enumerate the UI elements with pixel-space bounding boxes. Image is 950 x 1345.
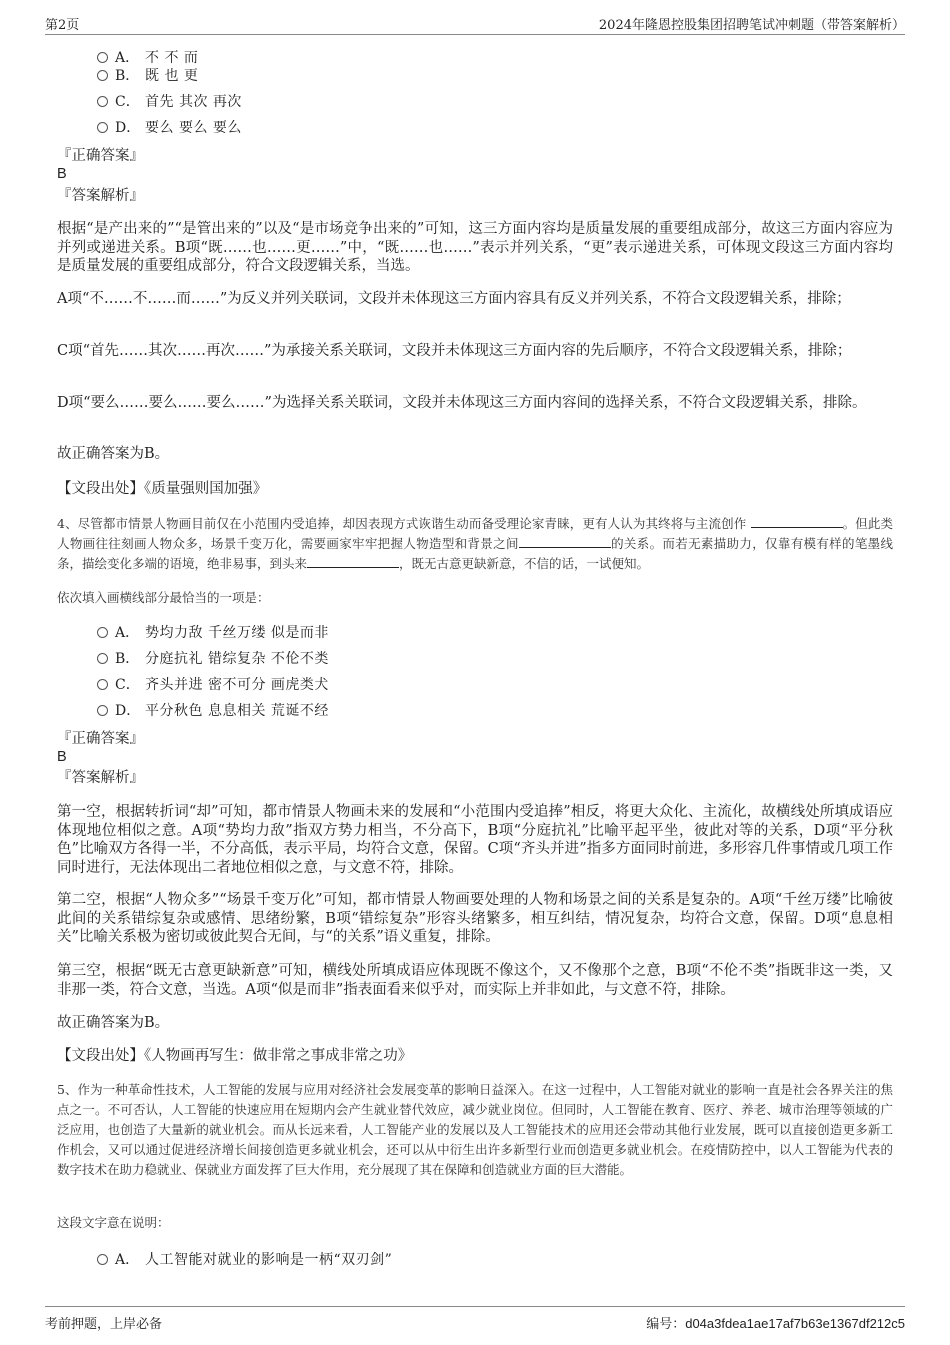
- radio-icon[interactable]: [97, 96, 108, 107]
- document-title: 2024年隆恩控股集团招聘笔试冲刺题（带答案解析）: [598, 18, 905, 33]
- q4-analysis-label: 『答案解析』: [57, 770, 144, 786]
- radio-icon[interactable]: [97, 70, 108, 81]
- q3-conclusion: 故正确答案为B。: [57, 446, 170, 462]
- q3-option-a[interactable]: A． 不 不 而: [97, 49, 198, 67]
- q3-option-b[interactable]: B． 既 也 更: [97, 67, 198, 85]
- fill-blank[interactable]: [751, 515, 843, 528]
- q4-answer: B: [57, 749, 67, 765]
- q3-analysis-paragraph: 根据“是产出来的”“是管出来的”以及“是市场竞争出来的”可知，这三方面内容均是质量发展的重要组成部分，故这三方面内容应为并列或递进关系。B项“既……也……更……”中，“既……也……”表示并列关系，“更”表示递进关系，可体现文段这三方面内容均是质量发展的重要组成部分，符合文段逻辑关系，当选。: [57, 221, 893, 274]
- radio-icon[interactable]: [97, 627, 108, 638]
- q4-answer-label: 『正确答案』: [57, 731, 144, 747]
- q4-stem: 4、尽管都市情景人物画目前仅在小范围内受追捧，却因表现方式诙谐生动而备受理论家青睐，更有人认为其终将与主流创作 。但此类人物画往往刻画人物众多，场景千变万化，需要画家牢牢把握人物造型和背景之间 的关系。而若无素描助力，仅靠有模有样的笔墨线条，描绘变化多端的语境，绝非易事，到头来 ，既无古意更缺新意，不信的话，一试便知。: [57, 516, 893, 571]
- page-header: [45, 12, 905, 35]
- q4-source: 【文段出处】《人物画再写生：做非常之事成非常之功》: [57, 1048, 413, 1064]
- q3-analysis-paragraph: D项“要么……要么……要么……”为选择关系关联词，文段并未体现这三方面内容间的选择关系，不符合文段逻辑关系，排除。: [57, 395, 867, 411]
- q5-prompt: 这段文字意在说明：: [57, 1215, 170, 1230]
- fill-blank[interactable]: [519, 535, 611, 548]
- radio-icon[interactable]: [97, 679, 108, 690]
- q3-answer: B: [57, 166, 67, 182]
- q3-analysis-paragraph: C项“首先……其次……再次……”为承接关系关联词，文段并未体现这三方面内容的先后顺序，不符合文段逻辑关系，排除；: [57, 343, 852, 359]
- q4-option-c[interactable]: C． 齐头并进 密不可分 画虎类犬: [97, 676, 329, 694]
- q4-conclusion: 故正确答案为B。: [57, 1015, 170, 1031]
- q3-option-c[interactable]: C． 首先 其次 再次: [97, 93, 242, 111]
- q3-answer-label: 『正确答案』: [57, 148, 144, 164]
- page-footer: [45, 1306, 905, 1331]
- page-number: 第2页: [45, 18, 80, 33]
- radio-icon[interactable]: [97, 52, 108, 63]
- q4-option-b[interactable]: B． 分庭抗礼 错综复杂 不伦不类: [97, 650, 329, 668]
- q3-analysis-label: 『答案解析』: [57, 188, 144, 204]
- q3-analysis-paragraph: A项“不……不……而……”为反义并列关联词，文段并未体现这三方面内容具有反义并列关系，不符合文段逻辑关系，排除；: [57, 291, 851, 307]
- q4-option-d[interactable]: D． 平分秋色 息息相关 荒诞不经: [97, 702, 329, 720]
- q4-analysis-paragraph: 第一空，根据转折词“却”可知，都市情景人物画未来的发展和“小范围内受追捧”相反，将更大众化、主流化，故横线处所填成语应体现地位相似之意。A项“势均力敌”指双方势力相当，不分高下，B项“分庭抗礼”比喻平起平坐，彼此对等的关系，D项“平分秋色”比喻双方各得一半，不分高低，表示平局，均符合文意，保留。C项“齐头并进”指多方面同时前进，多形容几件事情或几项工作同时进行，无法体现出二者地位相似之意，与文意不符，排除。: [57, 804, 893, 876]
- q4-option-a[interactable]: A． 势均力敌 千丝万缕 似是而非: [97, 624, 329, 642]
- radio-icon[interactable]: [97, 653, 108, 664]
- q5-stem: 5、作为一种革命性技术，人工智能的发展与应用对经济社会发展变革的影响日益深入。在这一过程中，人工智能对就业的影响一直是社会各界关注的焦点之一。不可否认，人工智能的快速应用在短期内会产生就业替代效应，减少就业岗位。但同时，人工智能在教育、医疗、养老、城市治理等领域的广泛应用，也创造了大量新的就业机会。而从长远来看，人工智能产业的发展以及人工智能技术的应用还会带动其他行业发展，既可以直接创造更多新工作机会，又可以通过促进经济增长间接创造更多就业机会，还可以从中衍生出许多新型行业而创造更多就业机会。在疫情防控中，以人工智能为代表的数字技术在助力稳就业、保就业方面发挥了巨大作用，充分展现了其在保障和创造就业方面的巨大潜能。: [57, 1082, 893, 1177]
- fill-blank[interactable]: [307, 555, 399, 568]
- radio-icon[interactable]: [97, 1254, 108, 1265]
- document-code: 编号：d04a3fdea1ae17af7b63e1367df212c5: [646, 1316, 905, 1332]
- radio-icon[interactable]: [97, 705, 108, 716]
- radio-icon[interactable]: [97, 122, 108, 133]
- q4-prompt: 依次填入画横线部分最恰当的一项是：: [57, 590, 270, 605]
- footer-slogan: 考前押题，上岸必备: [45, 1317, 163, 1332]
- q3-source: 【文段出处】《质量强则国加强》: [57, 481, 268, 497]
- q5-option-a[interactable]: A． 人工智能对就业的影响是一柄“双刃剑”: [97, 1251, 392, 1269]
- q3-option-d[interactable]: D． 要么 要么 要么: [97, 119, 242, 137]
- q4-analysis-paragraph: 第三空，根据“既无古意更缺新意”可知，横线处所填成语应体现既不像这个，又不像那个之意，B项“不伦不类”指既非这一类，又非那一类，符合文意，当选。A项“似是而非”指表面看来似乎对，而实际上并非如此，与文意不符，排除。: [57, 963, 893, 998]
- q4-analysis-paragraph: 第二空，根据“人物众多”“场景千变万化”可知，都市情景人物画要处理的人物和场景之间的关系是复杂的。A项“千丝万缕”比喻彼此间的关系错综复杂或感情、思绪纷繁，B项“错综复杂”形容头绪繁多，相互纠结，情况复杂，均符合文意，保留。D项“息息相关”比喻关系极为密切或彼此契合无间，与“的关系”语义重复，排除。: [57, 892, 893, 945]
